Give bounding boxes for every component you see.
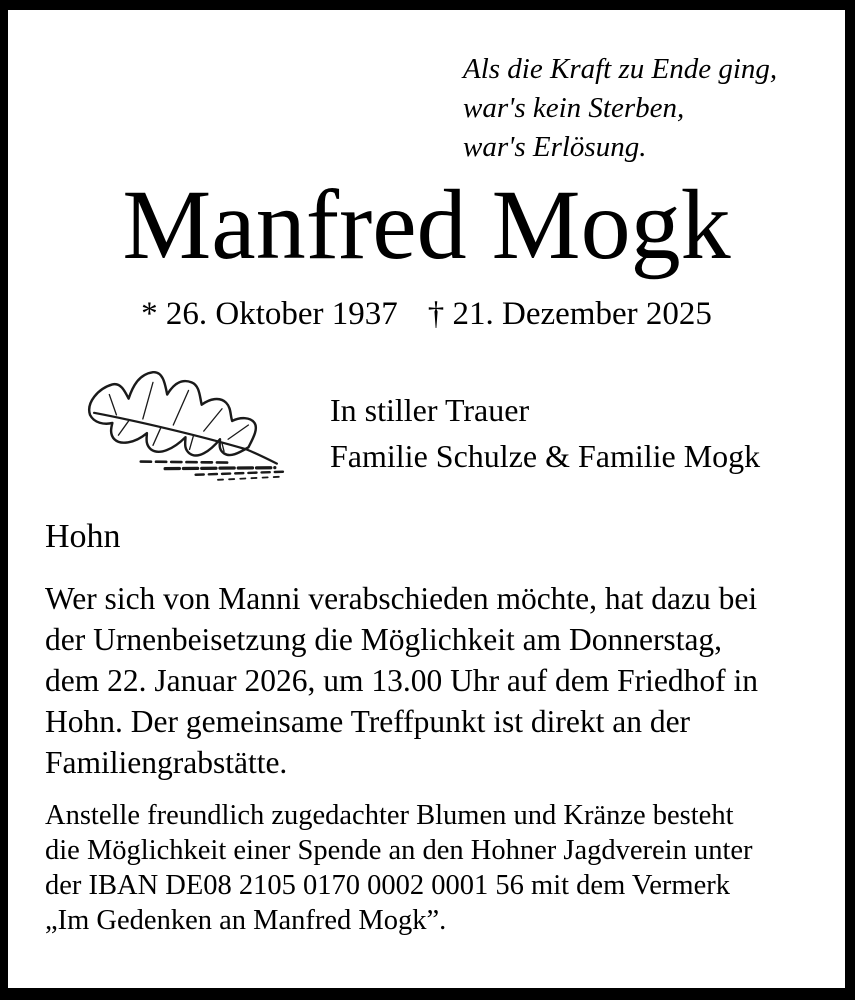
paragraph-line: der IBAN DE08 2105 0170 0002 0001 56 mit dem Vermerk: [45, 870, 730, 901]
paragraph-line: Familiengrabstätte.: [45, 745, 288, 780]
mourning-block: [330, 387, 760, 479]
farewell-paragraph: [45, 578, 758, 783]
paragraph-line: Hohn. Der gemeinsame Treffpunkt ist direkt an der: [45, 704, 691, 739]
deceased-name: Manfred Mogk: [122, 169, 731, 280]
oak-leaf-illustration: [75, 358, 300, 490]
paragraph-line: „Im Gedenken an Manfred Mogk”.: [45, 905, 447, 936]
paragraph-line: Anstelle freundlich zugedachter Blumen und Kränze besteht: [45, 800, 734, 831]
paragraph-line: Wer sich von Manni verabschieden möchte, hat dazu bei: [45, 581, 758, 616]
paragraph-line: der Urnenbeisetzung die Möglichkeit am Donnerstag,: [45, 622, 723, 657]
epigraph-line: war's Erlösung.: [463, 131, 647, 163]
death-date: † 21. Dezember 2025: [427, 296, 712, 332]
location-label: Hohn: [45, 518, 121, 555]
birth-date: * 26. Oktober 1937: [141, 296, 398, 332]
mourning-intro: In stiller Trauer: [330, 392, 530, 428]
donation-paragraph: [45, 798, 753, 938]
epigraph-line: Als die Kraft zu Ende ging,: [463, 53, 778, 85]
life-dates: [8, 293, 845, 335]
paragraph-line: die Möglichkeit einer Spende an den Hohner Jagdverein unter: [45, 835, 753, 866]
epigraph-verse: [463, 50, 777, 167]
paragraph-line: dem 22. Januar 2026, um 13.00 Uhr auf dem Friedhof in: [45, 663, 758, 698]
epigraph-line: war's kein Sterben,: [463, 92, 685, 124]
mourning-families: Familie Schulze & Familie Mogk: [330, 438, 761, 474]
